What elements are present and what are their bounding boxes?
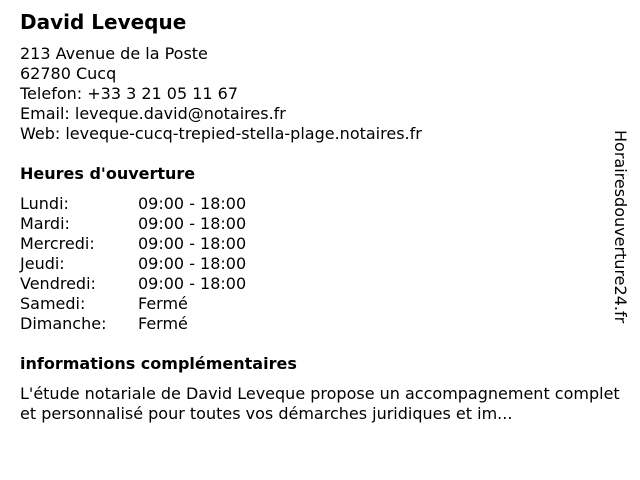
hours-row-wednesday xyxy=(20,234,246,254)
additional-info-heading: informations complémentaires xyxy=(20,354,297,373)
hours-value: 09:00 - 18:00 xyxy=(138,234,247,253)
hours-row-monday xyxy=(20,194,246,214)
day-label: Jeudi: xyxy=(20,254,65,273)
hours-value: 09:00 - 18:00 xyxy=(138,194,247,213)
page-title: David Leveque xyxy=(20,10,187,34)
hours-value: 09:00 - 18:00 xyxy=(138,254,247,273)
contact-block xyxy=(20,44,422,144)
hours-value: Fermé xyxy=(138,294,188,313)
opening-hours-heading: Heures d'ouverture xyxy=(20,164,196,183)
day-label: Mardi: xyxy=(20,214,70,233)
email-address: Email: leveque.david@notaires.fr xyxy=(20,104,286,123)
hours-row-tuesday xyxy=(20,214,246,234)
street-address: 213 Avenue de la Poste xyxy=(20,44,208,63)
hours-value: Fermé xyxy=(138,314,188,333)
brand-watermark: Horairesdouverture24.fr xyxy=(611,130,630,324)
hours-row-friday xyxy=(20,274,246,294)
day-label: Dimanche: xyxy=(20,314,107,333)
description-text: L'étude notariale de David Leveque propose un accompagnement complet et personnalisé pour toutes vos démarches juridiques et im... xyxy=(20,384,620,423)
hours-row-thursday xyxy=(20,254,246,274)
phone-number: Telefon: +33 3 21 05 11 67 xyxy=(20,84,239,103)
hours-row-sunday xyxy=(20,314,246,334)
day-label: Samedi: xyxy=(20,294,86,313)
hours-value: 09:00 - 18:00 xyxy=(138,214,247,233)
website: Web: leveque-cucq-trepied-stella-plage.notaires.fr xyxy=(20,124,422,143)
day-label: Lundi: xyxy=(20,194,69,213)
day-label: Vendredi: xyxy=(20,274,96,293)
hours-row-saturday xyxy=(20,294,246,314)
hours-value: 09:00 - 18:00 xyxy=(138,274,247,293)
opening-hours-table xyxy=(20,194,246,334)
city: 62780 Cucq xyxy=(20,64,117,83)
day-label: Mercredi: xyxy=(20,234,95,253)
